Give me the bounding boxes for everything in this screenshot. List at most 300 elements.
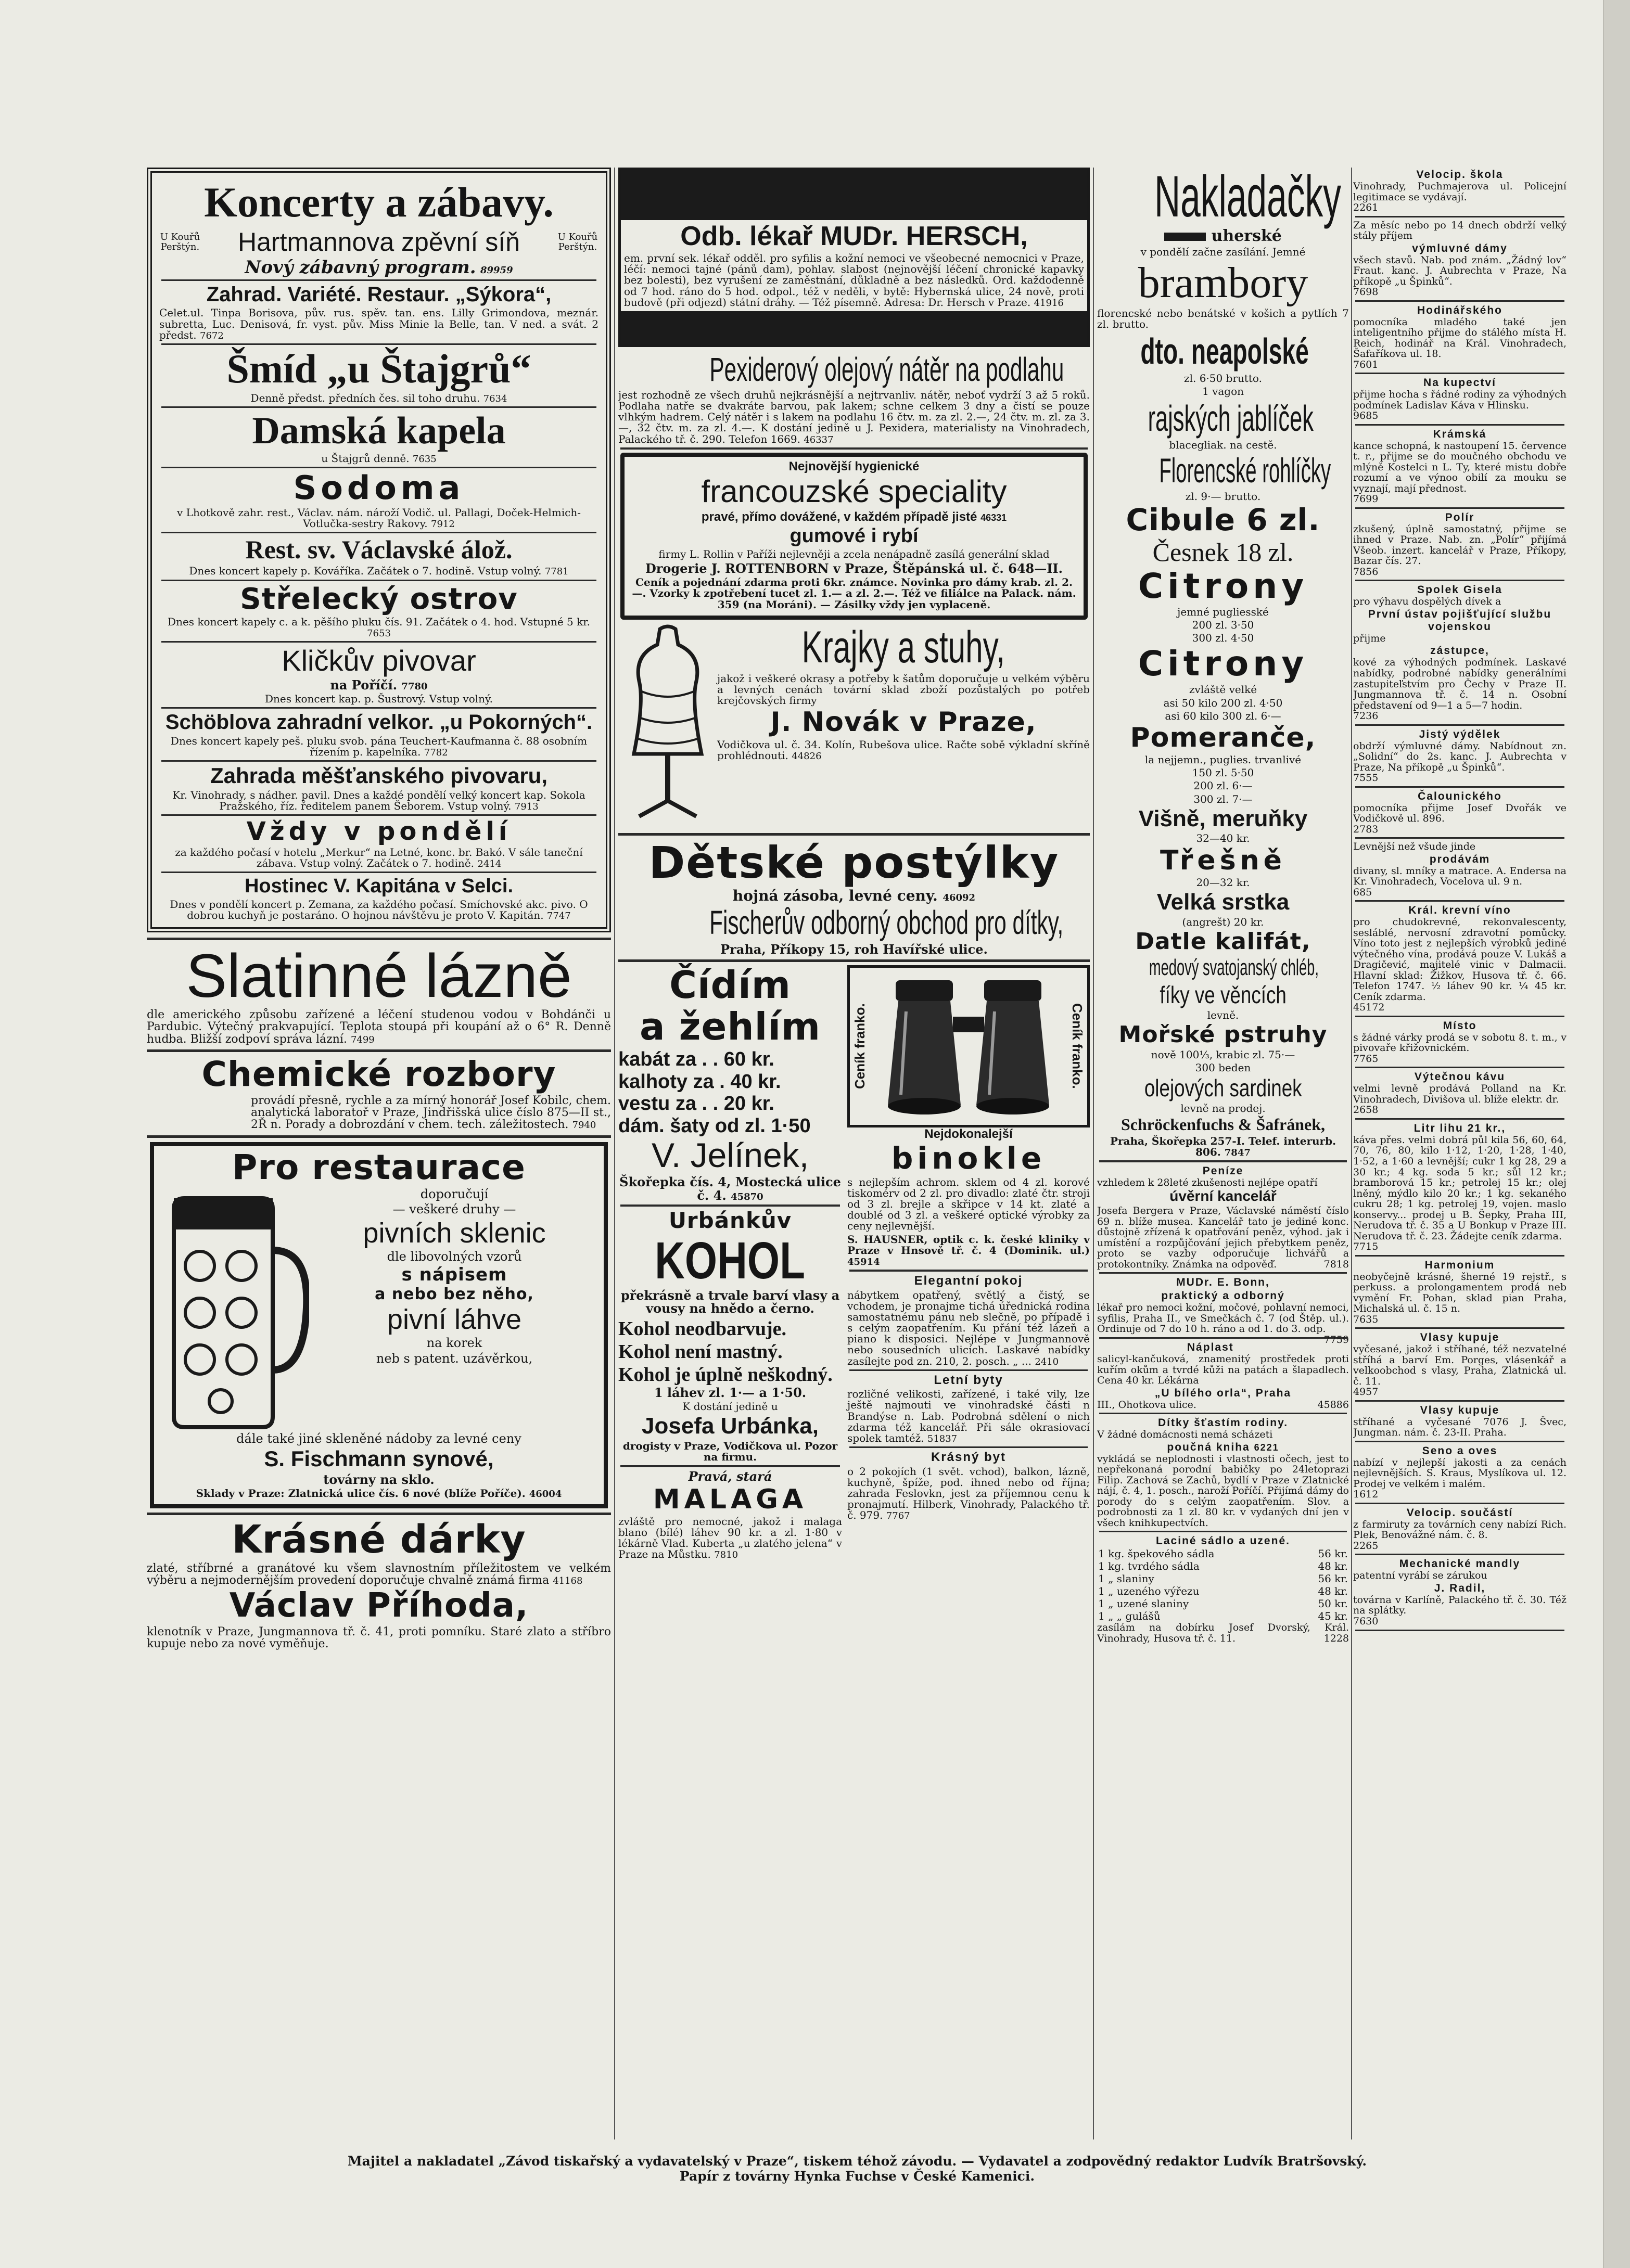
nakl-s5: 1 vagon xyxy=(1202,385,1244,398)
classified-rule xyxy=(1355,373,1564,374)
classified-rule xyxy=(1355,216,1564,217)
classified-text: kové za výhodných podmínek. Laskavé nabídky, podrobné nabídky generálními zastupiteľstvím pro Čechy v Praze II. Jungmannova tř. č. 14 n. Osobní představení od 9—1 a 5—7 hodin. xyxy=(1353,657,1567,711)
banner-ornament xyxy=(621,170,1087,220)
kohol-k2: Kohol není mastný. xyxy=(618,1340,783,1363)
classified-rule xyxy=(1355,1503,1564,1504)
nakl-p12a: 150 zl. 5·50 xyxy=(1192,766,1254,779)
classified-ad xyxy=(1353,428,1567,509)
classified-text: Levnější než všude jinde xyxy=(1353,841,1476,853)
classified-number: 1612 xyxy=(1353,1489,1379,1501)
binokle-box xyxy=(847,965,1090,1127)
classified-number: 7555 xyxy=(1353,772,1379,784)
classified-ad xyxy=(1353,904,1567,1017)
hersch-text: em. první sek. lékař odděl. pro syfilis a kožní nemoci ve všeobecné nemocnici v Praze, léčí: nemoci tajné (pánů dam), pohlav. slabost (nejnovější léčení chronické kapavky bez bolesti), bez vyrušení ze zaměstnání, důkladně a bez následků. Ord. každodenně od 7 hod. ráno do 5 hod. odpol., též v neděli, v bytě: Hybernská ulice, 24 nově, proti budově (při odjezd) státní dráhy. — Též písemně. Adresa: Dr. Hersch v Praze. 41916 xyxy=(624,252,1084,309)
classified-heading: Mechanické mandly xyxy=(1399,1558,1521,1570)
nakl-t10: Citrony xyxy=(1138,566,1308,606)
nakl-p12c: 300 zl. 7·— xyxy=(1193,792,1253,805)
prorest-box xyxy=(150,1142,608,1509)
table-row xyxy=(1097,1572,1349,1585)
column-a xyxy=(147,168,611,2139)
nakl-s4: zl. 6·50 brutto. xyxy=(1184,371,1262,385)
kohol-t1: Urbánkův xyxy=(668,1208,792,1234)
hart-left: U Kouřů Perštýn. xyxy=(160,232,200,253)
sadlo-price: 48 kr. xyxy=(1318,1585,1348,1598)
nakl-t17: medový svatojanský chléb, xyxy=(1149,955,1319,981)
smid-text: Denně předst. předních čes. sil toho druhu. 7634 xyxy=(250,391,507,404)
classified-keyword: První ústav pojišťující službu vojenskou xyxy=(1368,608,1552,633)
classified-ad xyxy=(1353,1558,1567,1631)
ditky-text: V žádné domácnosti nemá scházeti xyxy=(1097,1429,1273,1441)
nakl-s19: nově 100⅓, krabic zl. 75·— xyxy=(1151,1048,1295,1061)
koncerty-box xyxy=(147,168,611,932)
classified-heading: Velocip. škola xyxy=(1416,169,1504,181)
kohol-name: Josefa Urbánka, xyxy=(642,1413,819,1439)
nakl-p11b: asi 60 kilo 300 zl. 6·— xyxy=(1165,709,1281,722)
classified-number: 9685 xyxy=(1353,410,1379,422)
sadlo-item: 1 „ uzené slaniny xyxy=(1098,1597,1189,1610)
binoculars-icon xyxy=(868,970,1069,1123)
nakl-s7: zl. 9·— brutto. xyxy=(1185,490,1261,503)
prorest-l5: s nápisem xyxy=(401,1264,507,1286)
naplast-text: salicyl-kančuková, znamenitý prostředek proti kuřím okům a tvrdé kůži na patách a šlapadlech. Cena 40 kr. Lékárna xyxy=(1097,1353,1349,1387)
strel-text: Dnes koncert kapely c. a k. pěšího pluku čís. 91. Začátek o 4. hod. Vstupné 5 kr. 7653 xyxy=(168,616,590,639)
nakl-s3: florencské nebo benátské v košich a pytlích 7 zl. brutto. xyxy=(1097,307,1349,331)
classified-ad xyxy=(1353,1404,1567,1442)
naplast-title: Náplast xyxy=(1187,1341,1234,1353)
post-text: hojná zásoba, levné ceny. 46092 xyxy=(732,887,976,904)
table-row xyxy=(1097,1597,1349,1610)
slatinne-text: dle amerického způsobu zařízené a léčení studenou vodou v Bohdánči u Pardubic. Výtečný prakvapující. Teplota stoupá při koupání až o 6° R. Denně hudba. Bližší zodpoví správa lázní. 7499 xyxy=(147,1008,611,1046)
classified-ad xyxy=(1353,1071,1567,1120)
bonn-sub: praktický a odborný xyxy=(1161,1290,1285,1302)
cidim-prices xyxy=(618,1048,842,1137)
nakl-t16: Datle kalifát, xyxy=(1135,928,1311,955)
classified-number: 7698 xyxy=(1353,286,1379,298)
nakl-t3: brambory xyxy=(1138,258,1308,307)
classified-rule xyxy=(1355,1118,1564,1120)
pokoj-text: nábytkem opatřený, světlý a čistý, se vchodem, je pronajme tichá úřednická rodina samostatnému pánu neb slečně, po případě i s celým zaopatřením. Ku přání též lázeň a piano k disposici. Nejlépe v Jungmannově nebo sousedních ulicích. Laskavé nabídky zasílejte pod zn. 210, 2. posch. „ ... 2410 xyxy=(847,1288,1090,1367)
footer-l2: Papír z továrny Hynka Fuchse v České Kamenici. xyxy=(679,2168,1035,2184)
cidim-r1: kabát za . . 60 kr. xyxy=(618,1048,774,1071)
classified-keyword: zástupce, xyxy=(1430,645,1489,657)
prorest-body xyxy=(158,1188,600,1432)
classified-rule xyxy=(1355,1554,1564,1555)
kohol-sub: K dostání jedině u xyxy=(682,1400,778,1413)
kohol-text2: drogisty v Praze, Vodičkova ul. Pozor na firmu. xyxy=(622,1439,838,1464)
banner-ornament xyxy=(621,311,1087,344)
krajky-text2: Vodičkova ul. č. 34. Kolín, Rubešova ulice. Račte sobě výkladní skříně prohlédnouti. 44826 xyxy=(717,738,1090,762)
classified-ad xyxy=(1353,1507,1567,1556)
classified-heading: Čalounického xyxy=(1418,790,1502,802)
hart-sub: Nový zábavný program. 89959 xyxy=(245,257,513,278)
column-c xyxy=(1097,168,1349,2139)
classified-heading: Výtečnou kávu xyxy=(1414,1071,1506,1083)
classified-rule xyxy=(1355,1016,1564,1017)
sadlo-price: 50 kr. xyxy=(1318,1597,1348,1610)
sadlo-price: 48 kr. xyxy=(1318,1560,1348,1573)
classified-number: 2658 xyxy=(1353,1104,1379,1116)
classified-heading: Jistý výdělek xyxy=(1419,728,1501,740)
classified-rule xyxy=(1355,424,1564,426)
ditky-text2: vykládá se neplodnosti i vlastnosti očech, jest to nepřekonaná porodní babičky po 24letoprazi Filip. Zachová se Zachů, bydlí v Praze v Zlatnické nájí, č. 4, 1. posch., naroží Poříčí. Přijímá dámy do porody do s celým zaopatřením. Slov. a podrobnosti za 1 zl. 80 kr. v vydaných dní jen v všech knihkupectvích. xyxy=(1097,1453,1349,1529)
scan-edge xyxy=(1603,0,1630,2268)
hersch-title: Odb. lékař MUDr. HERSCH, xyxy=(680,221,1028,251)
post-addr: Praha, Příkopy 15, roh Havířské ulice. xyxy=(720,942,988,957)
table-row xyxy=(1097,1560,1349,1572)
nakl-t12: Pomeranče, xyxy=(1130,722,1316,753)
naplast-addr: III., Ohotkova ulice. 45886 xyxy=(1097,1399,1349,1411)
table-row xyxy=(1097,1610,1349,1622)
classified-keyword: výmluvné dámy xyxy=(1412,242,1508,254)
classified-heading: Seno a oves xyxy=(1422,1444,1498,1457)
bonn-text: lékař pro nemoci kožní, močové, pohlavní nemoci, syfilis, Praha II., ve Smečkách č. 7 (od Štěp. ul.). Ordinuje od 7 do 10 h. ráno a od 1. do 3. odp. 7759 xyxy=(1097,1302,1349,1346)
kohol-price: 1 láhev zl. 1·— a 1·50. xyxy=(654,1385,807,1400)
nakl-title: Nakladačky xyxy=(1154,168,1341,229)
koncerty-title: Koncerty a zábavy. xyxy=(204,178,554,226)
beer-mug-icon xyxy=(158,1188,309,1432)
ditky-title: Dítky šťastím rodiny. xyxy=(1157,1417,1289,1429)
nakl-t18: fíky ve věncích xyxy=(1160,981,1287,1008)
cidim-binokle-row xyxy=(618,965,1090,1562)
post-title: Dětské postýlky xyxy=(648,837,1060,888)
nakl-s11: zvláště velké xyxy=(1189,683,1257,696)
pokoj-title: Elegantní pokoj xyxy=(914,1274,1023,1288)
vzdy-title: Vždy v pondělí xyxy=(246,817,512,847)
classified-number: 2261 xyxy=(1353,202,1379,214)
schob-text: Dnes koncert kapely peš. pluku svob. pána Teuchert-Kaufmanna č. 88 osobním řízením p. kapelníka. 7782 xyxy=(170,734,588,758)
prorest-l6: a nebo bez něho, xyxy=(375,1285,534,1304)
strel-title: Střelecký ostrov xyxy=(240,582,518,616)
host-text: Dnes v pondělí koncert p. Zemana, za každého počasí. Smíchovské akc. pivo. O dobrou kuchyň je postaráno. O hojnou návštěvu je proto V. Kapitán. 7747 xyxy=(170,898,588,921)
nakl-p12b: 200 zl. 6·— xyxy=(1193,779,1253,792)
classified-ad xyxy=(1353,841,1567,902)
nakl-t4: dto. neapolské xyxy=(1140,331,1309,372)
klic-sub: na Poříčí. 7780 xyxy=(330,677,428,693)
nakl-s6: blacegliak. na cestě. xyxy=(1169,439,1277,452)
prorest-l9: neb s patent. uzávěrkou, xyxy=(376,1351,533,1366)
classified-text: Vinohrady, Puchmajerova ul. Policejní legitimace se vydávají. xyxy=(1353,181,1567,203)
hart-name: Hartmannova zpěvní síň xyxy=(238,227,520,257)
classified-number: 7635 xyxy=(1353,1313,1379,1325)
klic-title: Kličkův pivovar xyxy=(282,644,476,677)
sadlo-item: 1 „ uzeného výřezu xyxy=(1098,1585,1200,1598)
nakl-s2: v pondělí začne zasílání. Jemné xyxy=(1140,245,1306,258)
vzdy-text: za každého počasí v hotelu „Merkur“ na Letné, konc. br. Bakó. V sále taneční zábava. Vstup volný. Začátek o 7. hodině. 2414 xyxy=(175,845,583,870)
sadlo-price: 56 kr. xyxy=(1318,1547,1348,1560)
franc-text: firmy L. Rollin v Paříži nejlevněji a zcela nenápadně zasílá generální sklad xyxy=(658,547,1050,560)
hersch-box xyxy=(618,168,1090,347)
classified-rule xyxy=(1355,1630,1564,1631)
classified-ad xyxy=(1353,790,1567,839)
classified-text: Za měsíc nebo po 14 dnech obdrží velký stály příjem xyxy=(1353,219,1567,242)
sadlo-item: 1 „ slaniny xyxy=(1098,1572,1154,1585)
column-rule xyxy=(614,168,615,2139)
damska-title: Damská kapela xyxy=(252,409,506,452)
classified-number: 7236 xyxy=(1353,710,1379,722)
nakl-t13: Višně, meruňky xyxy=(1138,805,1308,831)
nakl-name: Schröckenfuchs & Šafránek, xyxy=(1120,1114,1325,1134)
classified-ad xyxy=(1353,584,1567,725)
classified-text: neobyčejně krásné, šherné 19 rejstř., s perkuss. a prolongamentem prodá neb vymění Fr. Pohan, sklad pian Praha, Michalská ul. č. 15 n. xyxy=(1353,1271,1567,1315)
cidim-r2: kalhoty za . 40 kr. xyxy=(618,1070,781,1093)
prorest-l10: dále také jiné skleněné nádoby za levné ceny xyxy=(236,1431,521,1446)
smid-title: Šmíd „u Štajgrů“ xyxy=(226,345,531,391)
classified-text: z farmiruty za továrních ceny nabízí Rich. Plek, Benovážné nám. č. 8. xyxy=(1353,1518,1567,1541)
cidim-text: Škořepka čís. 4, Mostecká ulice č. 4. 45870 xyxy=(619,1174,841,1203)
franc-drog: Drogerie J. ROTTENBORN v Praze, Štěpánská ul. č. 648—II. xyxy=(645,560,1063,576)
classified-text: přijme hocha s řádné rodiny za výhodných podmínek Ladislav Káva v Hlinsku. xyxy=(1353,389,1567,411)
penize-k: úvěrní kancelář xyxy=(1169,1187,1277,1204)
sadlo-text: zasílám na dobírku Josef Dvorský, Král. Vinohrady, Husova tř. č. 11. 1228 xyxy=(1097,1622,1349,1644)
cidim-t1: Čídím xyxy=(669,963,791,1007)
classified-heading: Král. krevní víno xyxy=(1408,904,1511,917)
byt-text: o 2 pokojích (1 svět. vchod), balkon, lázně, kuchyně, špíže, pod. ihned nebo od října; zahrada Feslovkn, jest za příjemnou cenu k pronajmutí. Hilberk, Vinohrady, Palackého tř. č. 979. 7767 xyxy=(847,1465,1090,1522)
classified-text: pomocníka přijme Josef Dvořák ve Vodičkově ul. 896. xyxy=(1353,802,1567,825)
kohol-text: překrásně a trvale barví vlasy a vousy na hnědo a černo. xyxy=(620,1287,840,1316)
zmesh-title: Zahrada měšťanského pivovaru, xyxy=(210,763,548,788)
prorest-l1: doporučují xyxy=(420,1186,489,1201)
hartmann-ad xyxy=(159,228,598,256)
nakl-t8: Cibule 6 zl. xyxy=(1126,502,1320,538)
nakl-s13: 32—40 kr. xyxy=(1196,832,1250,845)
classified-keyword: prodávám xyxy=(1429,853,1491,865)
darky-text: zlaté, stříbrné a granátové ku všem slavnostním příležitostem ve velkém výběru a nejmodernějším provedení doporučuje chvalně známá firma 41168 xyxy=(147,1561,611,1587)
sadlo-price: 45 kr. xyxy=(1318,1610,1348,1623)
nakl-t11: Citrony xyxy=(1138,644,1308,684)
classified-ad xyxy=(1353,304,1567,375)
nakl-s14: 20—32 kr. xyxy=(1196,876,1250,889)
classified-text: velmi levně prodává Polland na Kr. Vinohradech, Divišova ul. blíže elektr. dr. xyxy=(1353,1083,1567,1105)
franc-top: Nejnovější hygienické xyxy=(788,459,920,473)
nakl-s19b: 300 beden xyxy=(1195,1061,1251,1074)
classified-text: továrna v Karlíně, Palackého tř. č. 30. Též na splátky. xyxy=(1353,1594,1567,1617)
classified-text: přijme xyxy=(1353,632,1386,644)
letni-text: rozličné velikosti, zařízené, i také vily, lze ještě najmouti ve vinohradské části n Brandýse n. Lab. Podrobná sdělení o nich zdarma též kancelář. Při sále okrasiovací spolek tamtéž. 51837 xyxy=(847,1388,1090,1445)
kohol-t2: KOHOL xyxy=(655,1231,806,1290)
prorest-l8: na korek xyxy=(426,1336,482,1351)
franc-text2: Ceník a pojednání zdarma proti 6kr. známce. Novinka pro dámy krab. zl. 2.—. Vzorky k zpotřebení tucet zl. 1.— a zl. 2.—. Též ve filiálce na Palack. nám. 359 (na Moráni). — Zásilky vždy jen vyplaceně. xyxy=(632,576,1076,611)
classified-number: 7765 xyxy=(1353,1053,1379,1065)
prorest-firm: S. Fischmann synové, xyxy=(264,1446,494,1471)
classified-text: pro výhavu dospělých dívek a xyxy=(1353,596,1501,608)
classified-heading: Spolek Gisela xyxy=(1417,584,1502,596)
penize-title: Peníze xyxy=(1202,1165,1244,1177)
binokle-column xyxy=(847,965,1090,1562)
nakl-t15: Velká srstka xyxy=(1156,889,1290,915)
table-row xyxy=(1097,1585,1349,1597)
classified-rule xyxy=(1355,1400,1564,1402)
classified-rule xyxy=(1355,786,1564,788)
classified-rule xyxy=(1355,837,1564,839)
classified-text: pro chudokrevné, rekonvalescenty, sesláblé, nervosní zdravotní pomůcky. Víno toto jest z nejlepších výrobků jediné výtečného vína, prodává pouze V. Lukáš a Dragičević, majitelé vinic v Dalmacii. Hlavní sklad: Žižkov, Husova tř. č. 66. Telefon 1747. ½ láhev 90 kr. ¼ 45 kr. Ceník zdarma. xyxy=(1353,916,1567,1003)
nakl-s18: levně. xyxy=(1207,1008,1239,1021)
classified-heading: Polír xyxy=(1445,511,1475,523)
classified-text: stříhané a vyčesané 7076 J. Švec, Jungman. nám. č. 23-II. Praha. xyxy=(1353,1416,1567,1439)
nakl-p11a: asi 50 kilo 200 zl. 4·50 xyxy=(1163,696,1283,709)
darky-text2: klenotník v Praze, Jungmannova tř. č. 41, proti pomníku. Staré zlato a stříbro kupuje nebo za nové vyměňuje. xyxy=(147,1625,611,1651)
sodoma-text: v Lhotkově zahr. rest., Václav. nám. nároží Vodič. ul. Pallagi, Doček-Helmich-Votlučka-sestry Rakovy. 7912 xyxy=(177,506,581,530)
classified-text: všech stavů. Nab. pod znám. „Žádný lov“ Fraut. kanc. J. Aubrechta v Praze, Na příkopě „u Špinků“. xyxy=(1353,254,1567,287)
nakl-t9: Česnek 18 zl. xyxy=(1152,537,1294,567)
footer-l1: Majitel a nakladatel „Závod tiskařský a vydavatelský v Praze“, tiskem téhož závodu. — Vydavatel a zodpovědný redaktor Ludvík Bratršovský. xyxy=(347,2154,1367,2169)
krajky-text: jakož i veškeré okrasy a potřeby k šatům doporučuje u velkém výběru a levných cenách tovární sklad zboží pozůstalých po potřeb krejčovských firmy xyxy=(717,672,1090,707)
nakl-t14: Třešně xyxy=(1160,844,1286,876)
zahrad-title: Zahrad. Variété. Restaur. „Sýkora“, xyxy=(206,283,552,306)
cidim-name: V. Jelínek, xyxy=(651,1135,809,1174)
classified-ad xyxy=(1353,511,1567,582)
sadlo-item: 1 „ „ gulášů xyxy=(1098,1610,1161,1623)
classifieds-list xyxy=(1353,169,1567,1631)
krajky-ad xyxy=(618,624,1090,829)
classified-number: 7715 xyxy=(1353,1241,1379,1253)
classified-number: 7601 xyxy=(1353,358,1379,370)
schob-title: Schöblova zahradní velkor. „u Pokorných“. xyxy=(165,711,593,734)
sadlo-item: 1 kg. tvrdého sádla xyxy=(1098,1560,1200,1573)
classified-ad xyxy=(1353,169,1567,217)
nakl-t6: rajských jablíček xyxy=(1148,398,1314,439)
classified-heading: Vlasy kupuje xyxy=(1420,1331,1500,1344)
classified-text: patentní vyrábí se zárukou xyxy=(1353,1570,1487,1582)
binokle-title: binokle xyxy=(891,1141,1046,1176)
column-b xyxy=(618,168,1090,2139)
classified-text: divany, sl. mníky a matrace. A. Endersa na Kr. Vinohradech, Vocelova ul. 9 n. xyxy=(1353,865,1567,888)
zahrad-text: Celet.ul. Tinpa Borisova, pův. rus. spěv. tan. ens. Lilly Grimondova, meznár. subretta, Luc. Denisová, fr. vyst. pův. Miss Minie la Belle, tan. V ned. a svát. 2 předst. 7672 xyxy=(159,306,598,341)
classified-text: kance schopná, k nastoupení 15. července t. r., přijme se do moučného obchodu ve mlýně Kostelci n L. Ty, které mistu dobře rozumí a ve výnoo obilí za mouku se vyznají, mají přednost. xyxy=(1353,440,1567,494)
zmesh-text: Kr. Vinohrady, s nádher. pavil. Dnes a každé pondělí velký koncert kap. Sokola Pražského, říz. ředitelem panem Šeborem. Vstup volný. 7913 xyxy=(172,788,585,812)
dress-form-icon xyxy=(618,624,717,829)
krajky-name: J. Novák v Praze, xyxy=(770,707,1037,738)
binokle-side1: Ceník franko. xyxy=(852,1003,868,1090)
classified-keyword: J. Radil, xyxy=(1434,1582,1486,1594)
franc-sub: pravé, přímo dovážené, v každém případě jisté 46331 xyxy=(701,509,1007,524)
classified-text: pomocníka mladého také jen inteligentního přijme do stálého místa H. Reich, hodinář na Král. Vinohradech, Šafaříkova ul. 18. xyxy=(1353,316,1567,360)
malaga-t0: Pravá, stará xyxy=(688,1469,772,1484)
binokle-top: Nejdokonalejší xyxy=(924,1126,1013,1141)
classified-number: 45172 xyxy=(1353,1002,1385,1014)
klic-text: Dnes koncert kap. p. Šustrový. Vstup volný. xyxy=(264,693,493,706)
cidim-r3: vestu za . . 20 kr. xyxy=(618,1093,774,1115)
nakl-t7: Florencské rohlíčky xyxy=(1159,451,1331,490)
prorest-title: Pro restaurace xyxy=(232,1147,526,1187)
footer xyxy=(147,2154,1568,2184)
penize-text2: Josefa Bergera v Praze, Václavské náměstí číslo 69 n. blíže musea. Kancelář tato je jediné konc. důstojně zřízená k opatřování peněz, výhod. jak i umístění a rozpůjčování jejich přebytkem peněz, proto se vazby odporučuje lichvářů a protokontníky. Známka na odpověď. 7818 xyxy=(1097,1205,1349,1270)
penize-text: vzhledem k 28leté zkušenosti nejlépe opatří xyxy=(1097,1177,1318,1189)
cidim-t2: a žehlím xyxy=(639,1005,821,1049)
nakl-t19: Mořské pstruhy xyxy=(1118,1021,1328,1048)
prorest-l2: — veškeré druhy — xyxy=(392,1202,516,1217)
column-rule xyxy=(1351,168,1352,2139)
classified-ad xyxy=(1353,1445,1567,1504)
sadlo-price: 56 kr. xyxy=(1318,1572,1348,1585)
nakl-s1: uherské xyxy=(1097,228,1349,245)
classified-ad xyxy=(1353,1259,1567,1329)
cidim-r4: dám. šaty od zl. 1·50 xyxy=(618,1114,811,1137)
darky-name: Václav Příhoda, xyxy=(229,1586,529,1625)
prorest-sub: továrny na sklo. xyxy=(323,1471,435,1487)
byt-title: Krásný byt xyxy=(931,1450,1007,1465)
kohol-k3: Kohol je úplně neškodný. xyxy=(618,1363,833,1386)
nakl-s12: la nejjemn., puglies. trvanlivé xyxy=(1144,753,1302,766)
classified-rule xyxy=(1355,900,1564,902)
nakl-s10: jemné pugliesské xyxy=(1177,605,1269,618)
chem-title: Chemické rozbory xyxy=(201,1054,556,1094)
sadlo-title: Laciné sádlo a uzené. xyxy=(1156,1535,1290,1547)
binokle-side2: Ceník franko. xyxy=(1069,1003,1085,1090)
prorest-sklad: Sklady v Praze: Zlatnická ulice čís. 6 nové (blíže Poříče). 46004 xyxy=(196,1487,562,1500)
slatinne-title: Slatinné lázně xyxy=(186,941,572,1010)
classified-rule xyxy=(1355,1441,1564,1442)
franc-box xyxy=(620,453,1088,620)
hart-right: U Kouřů Perštýn. xyxy=(557,232,598,253)
classified-text: káva přes. velmi dobrá půl kila 56, 60, 64, 70, 76, 80, kilo 1·12, 1·20, 1·28, 1·40, 1·52, a 1·60 a levnější; cukr 1 kg 28, 29 a 30 kr.; 4 kg. soda 5 kr.; sůl 12 kr.; bramborová 15 kr.; petrolej 15 kr.; olej lněný, mýdlo kilo 20 kr.; 1 kg. sekaného cukru 28; 1 kg. petrolej 19, vojen. maslo konservy... prodej u B. Šepky, Praha III, Nerudova tř. č. 35 a U Bonkup v Praze III. Nerudova tř. č. 23. Žádejte ceník zdarma. xyxy=(1353,1134,1567,1242)
classified-heading: Krámská xyxy=(1433,428,1487,440)
franc-title: francouzské speciality xyxy=(701,474,1007,509)
ditky-k: poučná kniha 6221 xyxy=(1167,1441,1279,1453)
classified-number: 2265 xyxy=(1353,1540,1379,1552)
classified-ad xyxy=(1353,377,1567,426)
classified-ad xyxy=(1353,728,1567,788)
classified-text: nabízí v nejlepší jakosti a za cenách nejlevnějších. S. Kraus, Myslíkova ul. 12. Prodej ve velkém i malém. xyxy=(1353,1456,1567,1490)
classified-rule xyxy=(1355,580,1564,581)
classified-ad xyxy=(1353,1331,1567,1402)
column-rule xyxy=(1093,168,1094,2139)
classified-heading: Litr lihu 21 kr., xyxy=(1413,1122,1506,1134)
classified-text: zkušený, úplně samostatný, přijme se ihned v Praze. Nab. zn. „Polír“ přijímá Všeob. inzert. kancelář v Praze, Příkopy, Bazar čís. 27. xyxy=(1353,523,1567,567)
classified-rule xyxy=(1355,1067,1564,1068)
pexider-text: jest rozhodně ze všech druhů nejkrásnější a nejtrvanliv. nátěr, neboť vydrží 3 až 5 roků. Podlaha natře se dvakráte barvou, pak lakem; schne celkem 3 dny a čistí se pouze vlhkým hadrem. Celý nátěr i s lakem na podlahu 16 čtv. m. za zl. 2.—, 24 čtv. m. zl. za 3.—, 32 čtv. m. za zl. 4.—. K dostání jedině u J. Pexidera, materialisty na Vinohradech, Palackého tř. č. 290. Telefon 1669. 46337 xyxy=(618,388,1090,445)
nakl-s20: levně na prodej. xyxy=(1180,1101,1266,1114)
classified-ad xyxy=(1353,220,1567,302)
classified-number: 7630 xyxy=(1353,1615,1379,1627)
nakl-t20: olejových sardinek xyxy=(1144,1074,1302,1101)
classified-heading: Místo xyxy=(1443,1019,1477,1032)
classified-number: 4957 xyxy=(1353,1386,1379,1398)
damska-text: u Štajgrů denně. 7635 xyxy=(321,452,437,465)
classified-rule xyxy=(1355,1255,1564,1257)
franc-gum: gumové i rybí xyxy=(789,525,919,547)
classified-ad xyxy=(1353,1020,1567,1069)
classified-number: 2783 xyxy=(1353,823,1379,835)
kohol-k1: Kohol neodbarvuje. xyxy=(618,1317,787,1340)
binokle-text: s nejlepším achrom. sklem od 4 zl. korové tiskomérv od 2 zl. pro divadlo: zlaté čtr. stroji od 3 zl. brejle a skřipce v 14 kt. zlaté a doublé od 3 zl. a veškeré optické výrobky za ceny nejlevnější. xyxy=(847,1175,1090,1233)
nakl-p10b: 300 zl. 4·50 xyxy=(1192,632,1254,645)
binokle-name: S. HAUSNER, optik c. k. české kliniky v Praze v Hnsově tř. č. 4 (Dominik. ul.) 45914 xyxy=(847,1233,1090,1267)
classified-number: 685 xyxy=(1353,886,1372,898)
classified-text: s žádné várky prodá se v sobotu 8. t. m., v pivovaře křižovnickém. xyxy=(1353,1031,1567,1054)
pexider-title: Pexiderový olejový nátěr na podlahu xyxy=(709,352,1064,388)
rest-text: Dnes koncert kapely p. Kováříka. Začátek o 7. hodině. Vstup volný. 7781 xyxy=(189,565,569,578)
malaga-text: zvláště pro nemocné, jakož i malaga blano (bílé) láhev 90 kr. a zl. 1·80 v lékárně Vlad. Kuberta „u zlatého jelena“ v Praze na Můstku. 7810 xyxy=(618,1515,842,1561)
classified-heading: Vlasy kupuje xyxy=(1420,1404,1500,1416)
naplast-k: „U bílého orla“, Praha xyxy=(1154,1387,1292,1399)
post-name: Fischerův odborný obchod pro dítky, xyxy=(709,904,1064,942)
cidim-ad xyxy=(618,965,842,1562)
chem-text: provádí přesně, rychle a za mírný honorář Josef Kobilc, chem. analytická laboratoř v Praze, Jindřišská ulice číslo 875—II st., 2Ř n. Porady a dobrozdání v chem. tech. záležitostech. 7940 xyxy=(251,1094,611,1132)
classified-heading: Velocip. součástí xyxy=(1406,1506,1513,1519)
krajky-title: Krajky a stuhy, xyxy=(801,622,1005,672)
classified-number: 7856 xyxy=(1353,566,1379,578)
classified-text: vyčesané, jakož i stříhané, též nezvatelné stříhá a barví Em. Porges, vlásenkář a velkoobchod s vlasy, Praha, Zlatnická ul. č. 11. xyxy=(1353,1343,1567,1387)
prorest-l3: pivních sklenic xyxy=(363,1217,546,1249)
sodoma-title: Sodoma xyxy=(293,469,465,507)
classified-text: obdrží výmluvné dámy. Nabídnout zn. „Solidní“ do 2s. kanc. J. Aubrechta v Praze, Na příkopě „u Špinků“. xyxy=(1353,740,1567,773)
sadlo-item: 1 kg. špekového sádla xyxy=(1098,1547,1215,1560)
rest-title: Rest. sv. Václavské álož. xyxy=(245,535,513,565)
column-d xyxy=(1353,168,1567,2139)
prorest-l7: pivní láhve xyxy=(387,1304,522,1336)
host-title: Hostinec V. Kapitána v Selci. xyxy=(244,875,514,898)
classified-rule xyxy=(1355,507,1564,509)
